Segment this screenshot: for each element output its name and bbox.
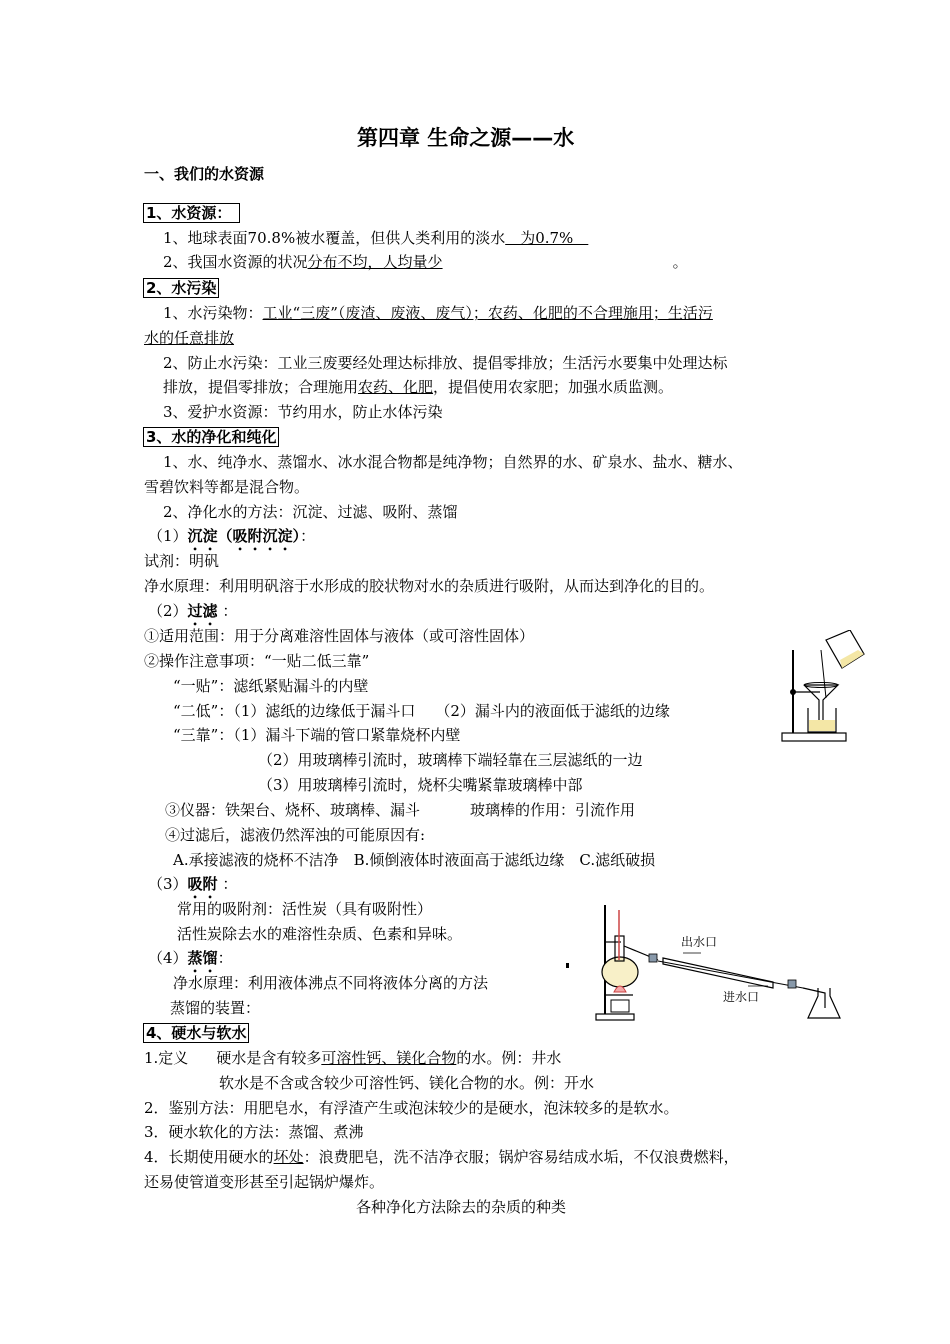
text-segment: （4） [148, 949, 188, 967]
text-line [163, 252, 688, 272]
text-line [173, 701, 670, 721]
diagram-label-outlet: 出水口 [681, 935, 718, 949]
text-line: A.承接滤液的烧杯不洁净 B.倾倒液体时液面高于滤纸边缘 C.滤纸破损 [173, 851, 656, 869]
text-segment: ： [217, 949, 233, 967]
text-segment: （1）滤纸的边缘低于漏斗口 [233, 702, 416, 720]
text-segment: 玻璃棒的作用：引流作用 [470, 801, 636, 819]
text-segment: ： [300, 527, 316, 545]
text-line: 2．鉴别方法：用肥皂水，有浮渣产生或泡沫较少的是硬水，泡沫较多的是软水。 [144, 1099, 679, 1117]
subsection-heading-hard-soft-water: 4、硬水与软水 [143, 1023, 249, 1043]
text-line [173, 725, 460, 745]
text-line: 蒸馏的装置： [170, 999, 261, 1017]
text-line: 还易使管道变形甚至引起锅炉爆炸。 [144, 1173, 385, 1191]
text-line: 3．硬水软化的方法：蒸馏、煮沸 [144, 1123, 364, 1141]
text-line: ④过滤后，滤液仍然浑浊的可能原因有: [165, 826, 426, 844]
text-segment: 的水。例：井水 [456, 1049, 562, 1067]
text-segment: （3） [148, 875, 188, 893]
section-heading: 一、我们的水资源 [144, 165, 265, 183]
text-segment: ：浪费肥皂，洗不洁净衣服；锅炉容易结成水垢，不仅浪费燃料， [303, 1148, 739, 1166]
emphasized-text: 吸附 [187, 875, 218, 893]
text-line: 1、水、纯净水、蒸馏水、冰水混合物都是纯净物；自然界的水、矿泉水、盐水、糖水、 [163, 453, 743, 471]
text-segment: ，提倡使用农家肥；加强水质监测。 [433, 378, 674, 396]
text-segment: （2）漏斗内的液面低于滤纸的边缘 [435, 702, 670, 720]
subsection-heading-water-resources: 1、水资源： [143, 203, 240, 223]
table-caption: 各种净化方法除去的杂质的种类 [356, 1198, 567, 1216]
text-segment: 2、我国水资源的状况 [163, 253, 308, 271]
text-line [163, 377, 673, 397]
text-line: （2）用玻璃棒引流时，玻璃棒下端轻靠在三层滤纸的一边 [258, 751, 643, 769]
page-title: 第四章 生命之源——水 [357, 126, 575, 150]
text-segment: （2） [148, 602, 188, 620]
text-segment: ③仪器：铁架台、烧杯、玻璃棒、漏斗 [165, 801, 421, 819]
text-line: ②操作注意事项：“一贴二低三靠” [144, 652, 370, 670]
underlined-text: 农药、化肥 [358, 378, 434, 396]
text-line: 净水原理：利用液体沸点不同将液体分离的方法 [173, 974, 489, 992]
emphasized-text: 沉淀（吸附沉淀） [187, 527, 301, 545]
subsection-heading-purification: 3、水的净化和纯化 [143, 427, 279, 447]
text-segment: 排放，提倡零排放；合理施用 [163, 378, 359, 396]
method-heading-distillation [148, 948, 233, 976]
underlined-text: 可溶性钙、镁化合物 [321, 1049, 457, 1067]
text-segment: （1）漏斗下端的管口紧靠烧杯内壁 [233, 726, 461, 744]
text-line [163, 228, 588, 248]
distillation-apparatus-illustration [563, 900, 853, 1025]
text-line [144, 1147, 739, 1167]
text-segment: 1、地球表面70.8%被水覆盖，但供人类利用的淡水 [163, 229, 506, 247]
underlined-text: 分布不均，人均量少 [307, 253, 443, 271]
underlined-text: 水的任意排放 [144, 329, 235, 347]
text-segment: （1） [148, 527, 188, 545]
text-line: 3、爱护水资源：节约用水，防止水体污染 [163, 403, 443, 421]
text-line: 活性炭除去水的难溶性杂质、色素和异味。 [177, 925, 463, 943]
text-segment: ： [217, 602, 238, 620]
underlined-text: 为0.7% [505, 229, 589, 247]
text-segment: “三靠”： [173, 726, 234, 744]
underlined-text: 坏处 [273, 1148, 304, 1166]
method-heading-sedimentation [148, 526, 315, 554]
filtration-apparatus-illustration [778, 630, 870, 745]
text-segment: 4．长期使用硬水的 [144, 1148, 274, 1166]
text-line: 2、净化水的方法：沉淀、过滤、吸附、蒸馏 [163, 503, 458, 521]
text-line: 常用的吸附剂：活性炭（具有吸附性） [177, 900, 433, 918]
text-line: ①适用范围：用于分离难溶性固体与液体（或可溶性固体） [144, 627, 535, 645]
text-line: 净水原理：利用明矾溶于水形成的胶状物对水的杂质进行吸附，从而达到净化的目的。 [144, 577, 715, 595]
method-heading-adsorption [148, 874, 237, 902]
text-segment: “二低”： [173, 702, 234, 720]
text-segment: 1.定义 [144, 1049, 189, 1067]
diagram-label-inlet: 进水口 [723, 990, 760, 1004]
text-line [144, 1048, 561, 1068]
text-line [165, 800, 635, 820]
method-heading-filtration [148, 601, 237, 629]
emphasized-text: 过滤 [187, 602, 218, 620]
text-line: 2、防止水污染：工业三废要经处理达标排放、提倡零排放；生活污水要集中处理达标 [163, 354, 728, 372]
text-segment: 硬水是含有较多 [216, 1049, 322, 1067]
emphasized-text: 蒸馏 [187, 949, 218, 967]
text-line: 软水是不含或含较少可溶性钙、镁化合物的水。例：开水 [219, 1074, 595, 1092]
text-segment: ： [217, 875, 238, 893]
subsection-heading-pollution: 2、水污染 [143, 278, 219, 298]
text-segment: 。 [672, 253, 688, 271]
text-line: 雪碧饮料等都是混合物。 [144, 478, 310, 496]
text-line: 试剂：明矾 [144, 552, 220, 570]
underlined-text: 工业“三废”（废渣、废液、废气）；农药、化肥的不合理施用；生活污 [262, 304, 713, 322]
text-line [163, 303, 713, 323]
text-line: （3）用玻璃棒引流时，烧杯尖嘴紧靠玻璃棒中部 [258, 776, 583, 794]
text-line: “一贴”：滤纸紧贴漏斗的内壁 [173, 677, 369, 695]
text-segment: 1、水污染物： [163, 304, 263, 322]
